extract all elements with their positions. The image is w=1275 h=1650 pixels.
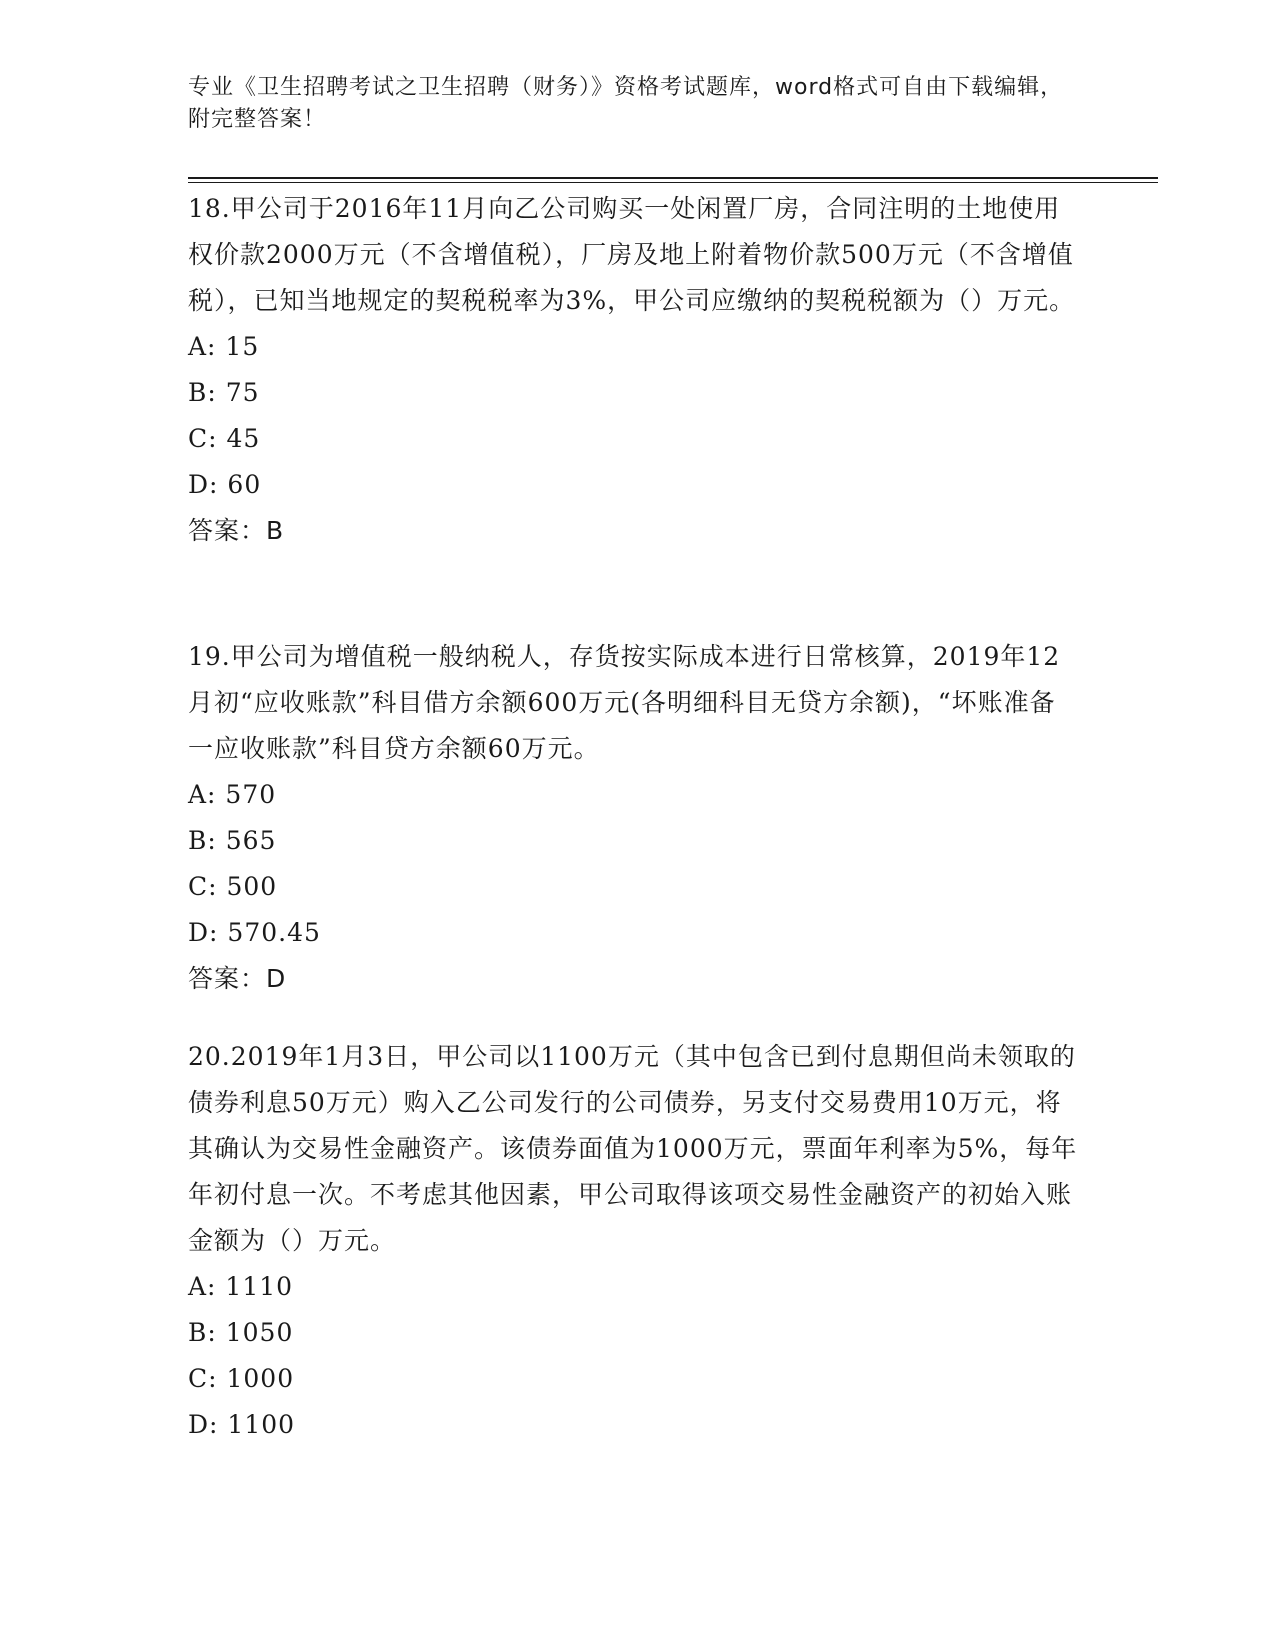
answer-line: 答案：D <box>188 964 287 993</box>
option-a: A: 1110 <box>188 1272 294 1301</box>
option-c: C: 1000 <box>188 1364 295 1393</box>
question-20 <box>188 1034 1078 1448</box>
question-text: 20.2019年1月3日，甲公司以1100万元（其中包含已到付息期但尚未领取的债券利息50万元）购入乙公司发行的公司债券，另支付交易费用10万元，将其确认为交易性金融资产。该债券面值为1000万元，票面年利率为5%，每年年初付息一次。不考虑其他因素，甲公司取得该项交易性金融资产的初始入账金额为（）万元。 <box>188 1042 1078 1255</box>
option-b: B: 75 <box>188 378 260 407</box>
option-c: C: 500 <box>188 872 278 901</box>
option-b: B: 1050 <box>188 1318 294 1347</box>
question-18 <box>188 186 1078 554</box>
option-a: A: 15 <box>188 332 260 361</box>
option-d: D: 1100 <box>188 1410 296 1439</box>
question-text: 18.甲公司于2016年11月向乙公司购买一处闲置厂房，合同注明的土地使用权价款2000万元（不含增值税），厂房及地上附着物价款500万元（不含增值税），已知当地规定的契税税率为3%，甲公司应缴纳的契税税额为（）万元。 <box>188 194 1076 315</box>
question-19 <box>188 634 1078 1002</box>
header-divider-thin <box>188 182 1158 183</box>
question-text: 19.甲公司为增值税一般纳税人，存货按实际成本进行日常核算，2019年12月初“应收账款”科目借方余额600万元(各明细科目无贷方余额)，“坏账准备一应收账款”科目贷方余额60万元。 <box>188 642 1061 763</box>
document-header: 专业《卫生招聘考试之卫生招聘（财务）》资格考试题库，word格式可自由下载编辑，附完整答案！ <box>188 75 1064 132</box>
option-d: D: 570.45 <box>188 918 321 947</box>
option-c: C: 45 <box>188 424 261 453</box>
option-b: B: 565 <box>188 826 277 855</box>
option-d: D: 60 <box>188 470 262 499</box>
header-divider-thick <box>188 177 1158 179</box>
option-a: A: 570 <box>188 780 277 809</box>
answer-line: 答案：B <box>188 516 285 545</box>
